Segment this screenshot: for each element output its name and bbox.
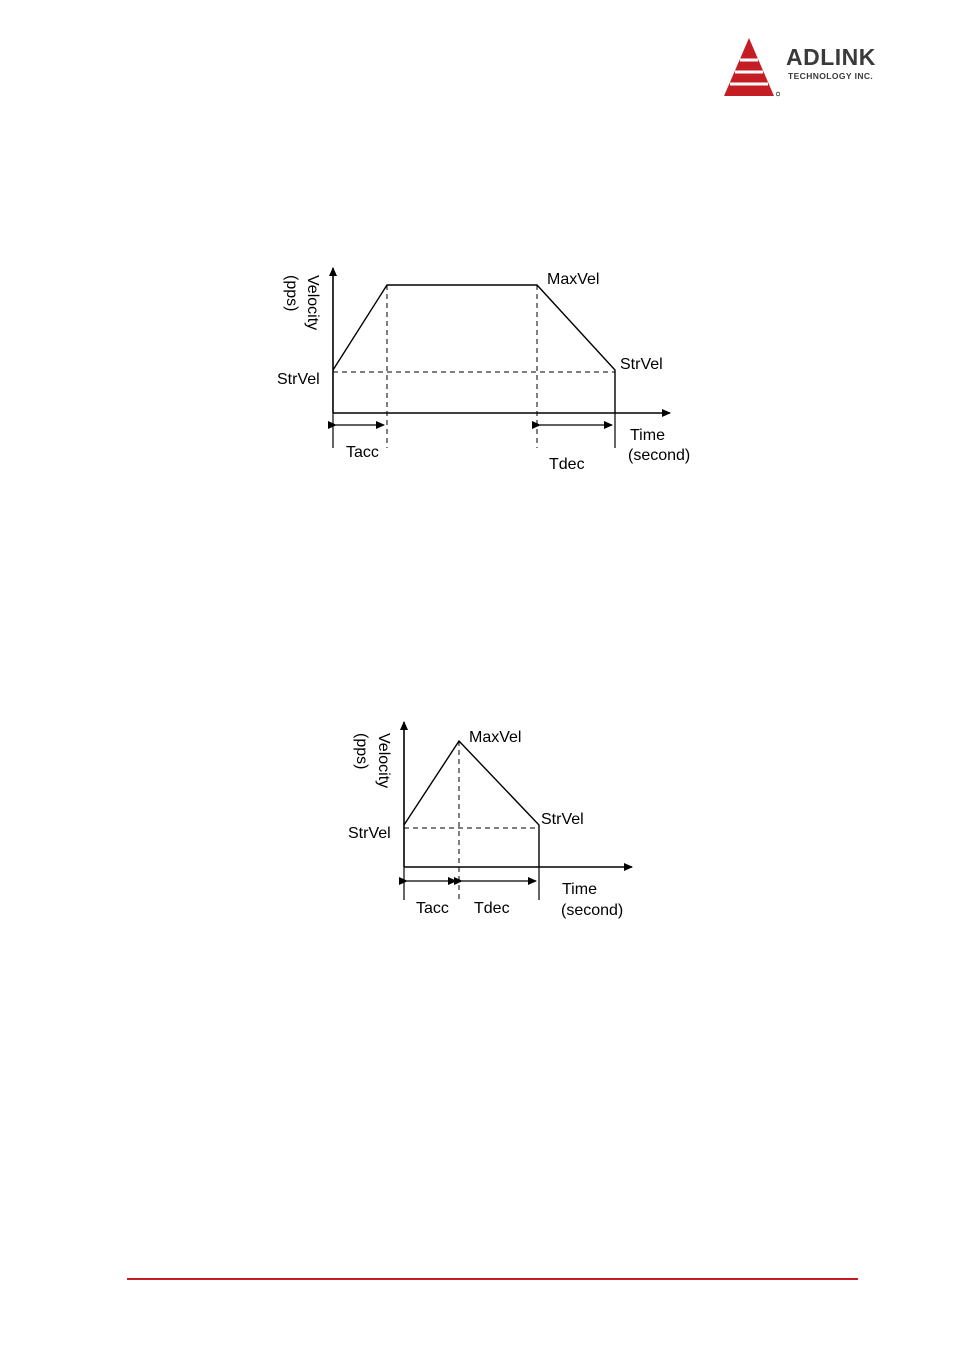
- maxvel-label: MaxVel: [547, 271, 600, 288]
- strvel-label-right: StrVel: [620, 356, 663, 373]
- maxvel-label: MaxVel: [469, 729, 522, 746]
- time-unit-label: (second): [628, 447, 691, 464]
- tdec-label: Tdec: [549, 456, 585, 473]
- velocity-profile-line: [333, 285, 615, 413]
- y-axis-label-pps: (pps): [353, 733, 370, 770]
- strvel-label-right: StrVel: [541, 811, 584, 828]
- tacc-label: Tacc: [416, 900, 449, 917]
- y-axis-label-velocity: Velocity: [304, 275, 321, 331]
- brand-tagline: TECHNOLOGY INC.: [788, 71, 874, 81]
- velocity-profile-line: [404, 741, 539, 867]
- time-label: Time: [562, 881, 597, 898]
- time-unit-label: (second): [561, 902, 624, 919]
- strvel-label-left: StrVel: [277, 371, 320, 388]
- time-label: Time: [630, 427, 665, 444]
- triangular-velocity-diagram: [348, 722, 632, 919]
- tacc-label: Tacc: [346, 444, 379, 461]
- brand-name: ADLINK: [786, 44, 876, 70]
- y-axis-label-velocity: Velocity: [375, 733, 392, 789]
- y-axis-label-pps: (pps): [283, 275, 300, 312]
- strvel-label-left: StrVel: [348, 825, 391, 842]
- footer-divider: [127, 1278, 858, 1280]
- tdec-label: Tdec: [474, 900, 510, 917]
